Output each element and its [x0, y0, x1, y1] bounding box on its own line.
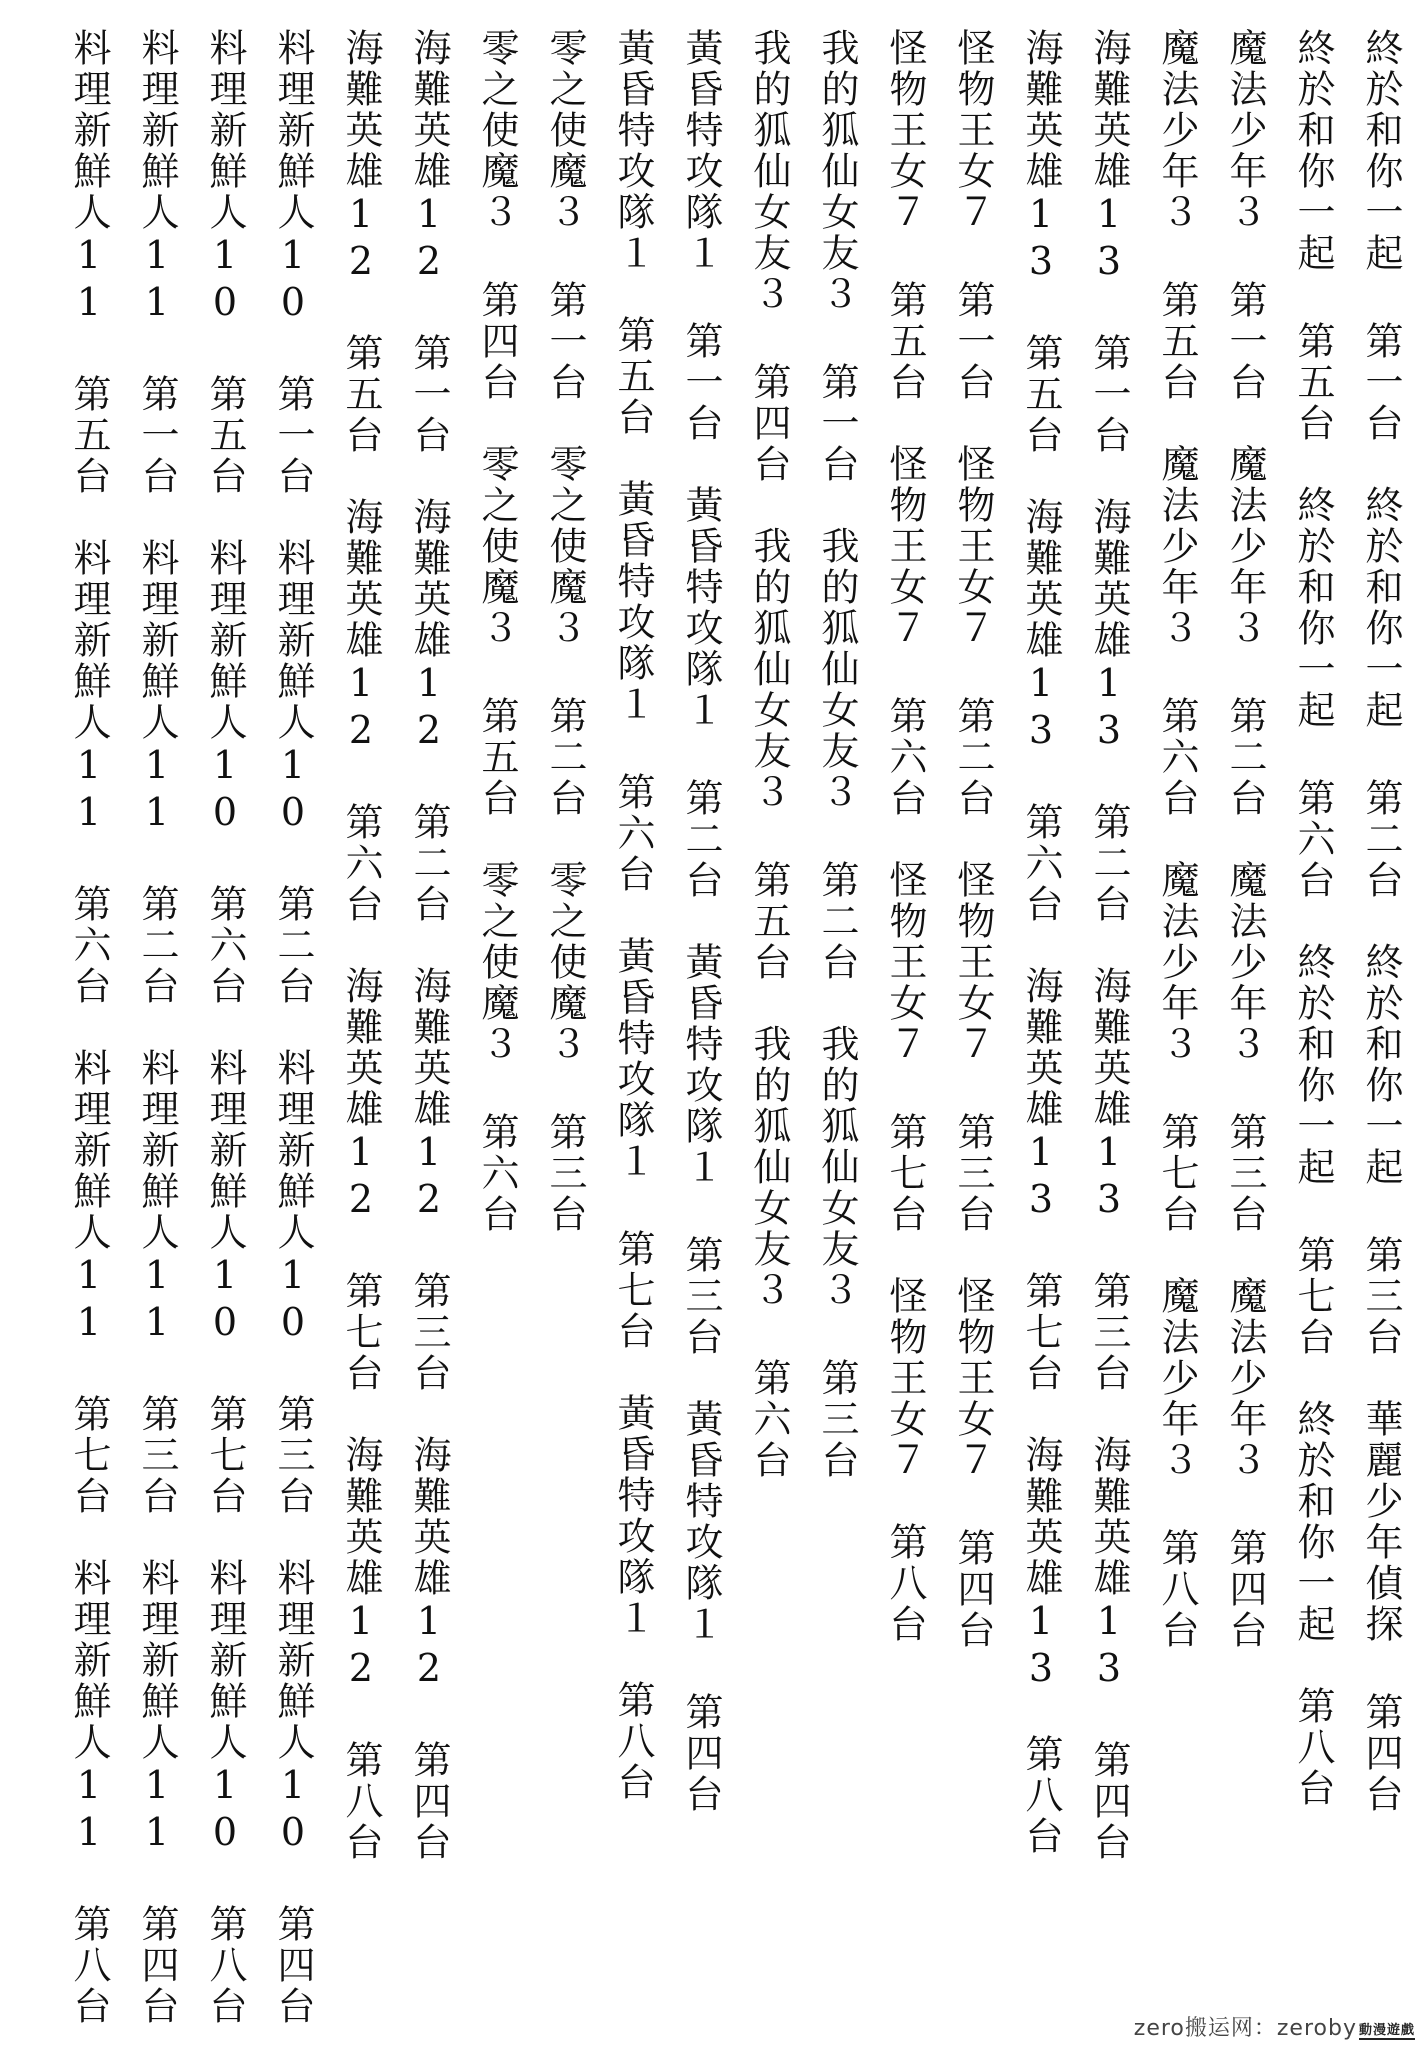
text-column-15: 海難英雄12 第一台 海難英雄12 第二台 海難英雄12 第三台 海難英雄12 第四台 [407, 28, 451, 1863]
text-column-6: 海難英雄13 第五台 海難英雄13 第六台 海難英雄13 第七台 海難英雄13 第八台 [1019, 28, 1063, 1857]
text-column-14: 零之使魔３ 第四台 零之使魔３ 第五台 零之使魔３ 第六台 [475, 28, 519, 1235]
text-column-10: 我的狐仙女友３ 第四台 我的狐仙女友３ 第五台 我的狐仙女友３ 第六台 [747, 28, 791, 1481]
watermark-text: zero搬运网：zeroby [1133, 2016, 1357, 2041]
text-column-4: 魔法少年３ 第五台 魔法少年３ 第六台 魔法少年３ 第七台 魔法少年３ 第八台 [1155, 28, 1199, 1651]
text-column-13: 零之使魔３ 第一台 零之使魔３ 第二台 零之使魔３ 第三台 [543, 28, 587, 1235]
text-column-2: 終於和你一起 第五台 終於和你一起 第六台 終於和你一起 第七台 終於和你一起 第八台 [1291, 28, 1335, 1809]
text-column-11: 黃昏特攻隊１ 第一台 黃昏特攻隊１ 第二台 黃昏特攻隊１ 第三台 黃昏特攻隊１ 第四台 [679, 28, 723, 1815]
watermark-footer [1134, 2011, 1415, 2042]
text-column-5: 海難英雄13 第一台 海難英雄13 第二台 海難英雄13 第三台 海難英雄13 第四台 [1087, 28, 1131, 1863]
text-column-1: 終於和你一起 第一台 終於和你一起 第二台 終於和你一起 第三台 華麗少年偵探 第四台 [1359, 28, 1403, 1815]
text-column-8: 怪物王女７ 第五台 怪物王女７ 第六台 怪物王女７ 第七台 怪物王女７ 第八台 [883, 28, 927, 1645]
text-column-17: 料理新鮮人10 第一台 料理新鮮人10 第二台 料理新鮮人10 第三台 料理新鮮人10 第四台 [271, 28, 315, 2027]
text-column-16: 海難英雄12 第五台 海難英雄12 第六台 海難英雄12 第七台 海難英雄12 第八台 [339, 28, 383, 1863]
text-column-18: 料理新鮮人10 第五台 料理新鮮人10 第六台 料理新鮮人10 第七台 料理新鮮人10 第八台 [203, 28, 247, 2027]
text-column-3: 魔法少年３ 第一台 魔法少年３ 第二台 魔法少年３ 第三台 魔法少年３ 第四台 [1223, 28, 1267, 1651]
text-column-20: 料理新鮮人11 第五台 料理新鮮人11 第六台 料理新鮮人11 第七台 料理新鮮人11 第八台 [67, 28, 111, 2027]
vertical-text-columns [59, 28, 1411, 2027]
text-column-19: 料理新鮮人11 第一台 料理新鮮人11 第二台 料理新鮮人11 第三台 料理新鮮人11 第四台 [135, 28, 179, 2027]
text-column-9: 我的狐仙女友３ 第一台 我的狐仙女友３ 第二台 我的狐仙女友３ 第三台 [815, 28, 859, 1481]
watermark-logo: 動漫遊戲 [1359, 2019, 1415, 2040]
text-column-7: 怪物王女７ 第一台 怪物王女７ 第二台 怪物王女７ 第三台 怪物王女７ 第四台 [951, 28, 995, 1651]
text-column-12: 黃昏特攻隊１ 第五台 黃昏特攻隊１ 第六台 黃昏特攻隊１ 第七台 黃昏特攻隊１ 第八台 [611, 28, 655, 1803]
